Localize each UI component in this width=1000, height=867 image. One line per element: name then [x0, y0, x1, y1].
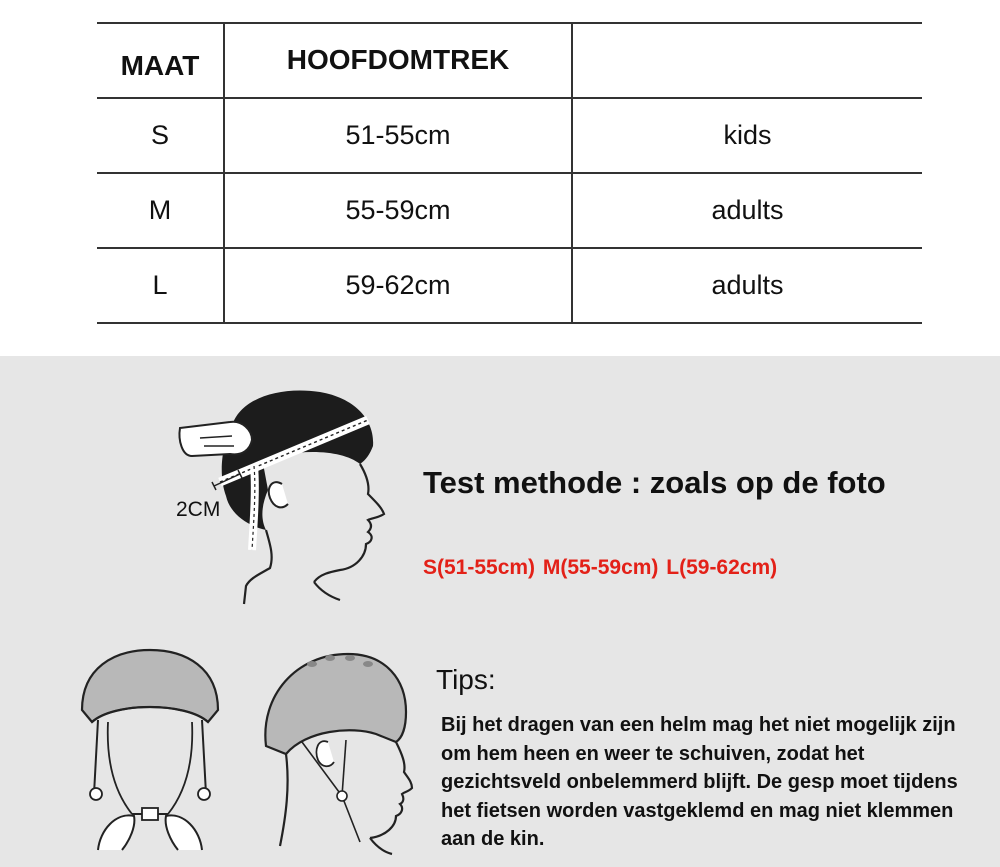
size-ranges-line: S(51-55cm) M(55-59cm) L(59-62cm) — [423, 556, 778, 579]
table-cell-circumference: 51-55cm — [345, 120, 451, 150]
helmet-front-illustration-icon — [76, 644, 224, 854]
header-group — [573, 22, 922, 97]
table-border-bottom — [97, 322, 922, 324]
table-cell-group: adults — [711, 270, 784, 300]
head-measuring-illustration-icon — [170, 378, 410, 606]
table-cell-size: M — [148, 195, 172, 225]
table-cell-size: L — [152, 270, 168, 300]
helmet-side-illustration-icon — [256, 646, 420, 856]
test-method-title: Test methode : zoals op de foto — [423, 465, 886, 500]
table-cell-circumference: 59-62cm — [345, 270, 451, 300]
header-head-circumference: HOOFDOMTREK — [286, 43, 510, 75]
tips-body: Bij het dragen van een helm mag het niet mogelijk zijn om hem heen en weer te schuiven, zodat het gezichtsveld onbelemmerd blijft. De gesp moet tijdens het fietsen worden vastgeklemd en mag niet klemmen aan de kin. — [441, 714, 958, 850]
header-size: MAAT — [120, 49, 200, 81]
tips-label: Tips: — [436, 664, 496, 695]
table-cell-circumference: 55-59cm — [345, 195, 451, 225]
table-cell-group: kids — [723, 120, 772, 150]
table-cell-size: S — [150, 120, 169, 150]
measure-offset-label: 2CM — [176, 498, 221, 521]
size-table — [97, 22, 922, 324]
table-cell-group: adults — [711, 195, 784, 225]
